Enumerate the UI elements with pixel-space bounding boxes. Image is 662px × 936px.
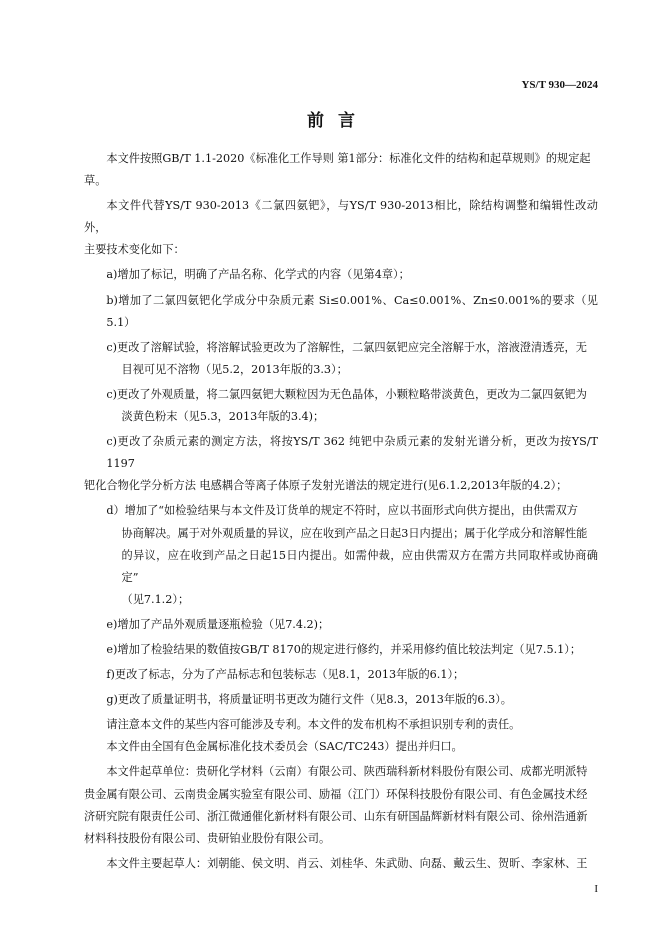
change-item-continuation: 淡黄色粉末（见5.3，2013年版的3.4)；	[121, 410, 325, 424]
change-item-continuation: （见7.1.2）；	[121, 592, 190, 606]
change-item-continuation: 协商解决。属于对外观质量的异议，应在收到产品之日起3日内提出；属于化学成分和溶解性能	[121, 526, 588, 540]
change-item: f)更改了标志，分为了产品标志和包装标志（见8.1，2013年版的6.1）；	[106, 668, 465, 682]
paragraph-line: 本文件按照GB/T 1.1-2020《标准化工作导则 第1部分：标准化文件的结构和起草规则》的规定起	[106, 152, 591, 165]
proposer-statement: 本文件由全国有色金属标准化技术委员会（SAC/TC243）提出并归口。	[106, 740, 463, 754]
document-body	[84, 148, 598, 875]
drafting-units: 济研究院有限责任公司、浙江微通催化新材料有限公司、山东有研国晶辉新材料有限公司、徐州浩通新	[84, 809, 588, 823]
change-item: e)增加了检验结果的数值按GB/T 8170的规定进行修约，并采用修约值比较法判定（见7.5.1）；	[106, 642, 582, 656]
page-title: 前言	[307, 111, 369, 131]
change-item: d）增加了“如检验结果与本文件及订货单的规定不符时，应以书面形式向供方提出，由供需双方	[106, 504, 578, 518]
change-item: a)增加了标记，明确了产品名称、化学式的内容（见第4章）；	[106, 268, 410, 282]
change-item: c)更改了溶解试验，将溶解试验更改为了溶解性，二氯四氨钯应完全溶解于水，溶液澄清透亮，无	[106, 340, 587, 354]
change-item-continuation: 目视可见不溶物（见5.2，2013年版的3.3）；	[121, 362, 348, 376]
change-item: g)更改了质量证明书，将质量证明书更改为随行文件（见8.3，2013年版的6.3）。	[106, 693, 512, 707]
drafting-units: 贵金属有限公司、云南贵金属实验室有限公司、励福（江门）环保科技股份有限公司、有色金属技术经	[84, 787, 588, 801]
change-item: c)更改了外观质量，将二氯四氨钯大颗粒因为无色晶体，小颗粒略带淡黄色，更改为二氯四氨钯为	[106, 387, 587, 401]
main-drafters: 本文件主要起草人：刘朝能、侯文明、肖云、刘桂华、朱武勋、向磊、戴云生、贺昕、李家林、王	[106, 856, 588, 870]
drafting-units: 本文件起草单位：贵研化学材料（云南）有限公司、陕西瑞科新材料股份有限公司、成都光明派特	[106, 765, 588, 779]
paragraph-line: 主要技术变化如下：	[84, 243, 185, 257]
change-item: b)增加了二氯四氨钯化学成分中杂质元素 Si≤0.001%、Ca≤0.001%、Zn≤0.001%的要求（见5.1）	[106, 293, 598, 329]
drafting-units: 材料科技股份有限公司、贵研铂业股份有限公司。	[84, 831, 331, 845]
change-item-continuation: 的异议，应在收到产品之日起15日内提出。如需仲裁，应由供需双方在需方共同取样或协商确定”	[121, 548, 598, 584]
paragraph-line: 本文件代替YS/T 930-2013《二氯四氨钯》，与YS/T 930-2013相比，除结构调整和编辑性改动外，	[84, 199, 598, 235]
patent-notice: 请注意本文件的某些内容可能涉及专利。本文件的发布机构不承担识别专利的责任。	[106, 718, 521, 732]
change-item-continuation: 钯化合物化学分析方法 电感耦合等离子体原子发射光谱法的规定进行(见6.1.2,2013年版的4.2）；	[84, 479, 568, 493]
standard-number: YS/T 930—2024	[521, 79, 598, 91]
change-item: e)增加了产品外观质量逐瓶检验（见7.4.2)；	[106, 617, 330, 631]
page-number: I	[594, 883, 598, 895]
paragraph-line: 草。	[84, 174, 107, 188]
change-item: c)更改了杂质元素的测定方法，将按YS/T 362 纯钯中杂质元素的发射光谱分析，更改为按YS/T 1197	[106, 435, 598, 471]
